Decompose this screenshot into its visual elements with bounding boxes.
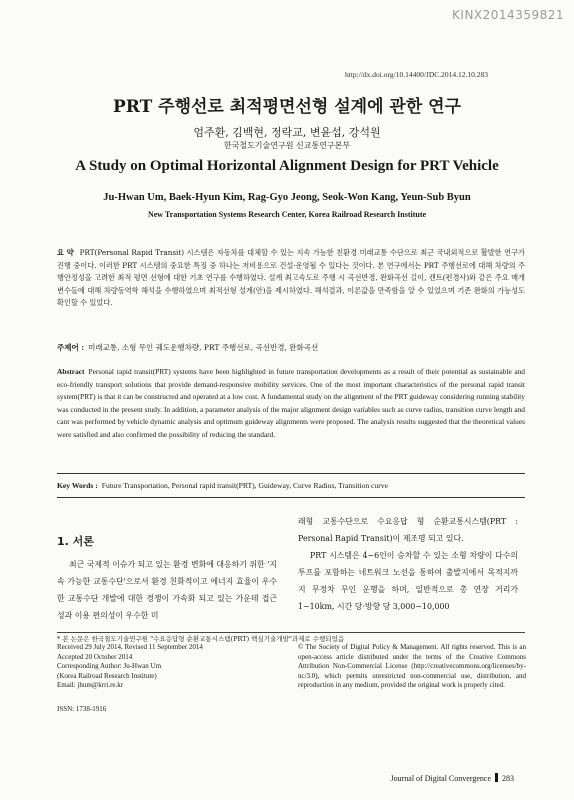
abstract-english (57, 366, 525, 442)
author-institute: (Korea Railroad Research Institute) (57, 671, 157, 680)
body-column-left (57, 556, 277, 624)
corresponding-author: Corresponding Author: Ju-Hwan Um (57, 662, 162, 671)
abstract-korean-text: PRT(Personal Rapid Transit) 시스템은 자동차를 대체할 수 있는 지속 가능한 친환경 미래교통 수단으로 최근 국내외적으로 활발한 연구가 진행 중이다. 이러한 PRT 시스템의 중요한 특징 중 하나는 저비용으로 건설·운영될 수 있다는 것이다. 본 연구에서는 PRT 주행선로에 대해 차량의 주행안정성을 고려한 최적 평면 선형에 대한 기초 연구를 수행하였다. 설계 최고속도로 주행 시 곡선반경, 완화곡선 길이, 캔트(편경사)와 같은 주요 매개변수들에 대해 차량동역학 해석을 수행하였으며 최적선형 설계(안)을 제시하였다. 해석결과, 이론값을 만족함을 알 수 있었으며 기존 완화의 가능성도 확인할 수 있었다. (57, 248, 525, 308)
watermark-id: KINX2014359821 (452, 8, 564, 22)
body-paragraph: 최근 국제적 이슈가 되고 있는 환경 변화에 대응하기 위한 '지속 가능한 교통수단'으로서 환경 친화적이고 에너지 효율이 우수한 교통수단 개발에 대한 경쟁이 가속화 되고 있는 가운데 접근성과 이용 편의성이 우수한 미 (57, 560, 277, 620)
keywords-korean-text: 미래교통, 소형 무인 궤도운행차량, PRT 주행선로, 곡선반경, 완화곡선 (88, 343, 319, 352)
journal-name: Journal of Digital Convergence (390, 774, 491, 783)
affiliation-korean: 한국철도기술연구원 신교통연구본부 (223, 141, 351, 150)
article-history (57, 643, 282, 691)
footnote-separator (57, 632, 525, 633)
keywords-bottom-rule (57, 497, 525, 498)
received-date: Received 29 July 2014, Revised 11 September 2014 (57, 643, 203, 651)
keywords-english-text: Future Transportation, Personal rapid transit(PRT), Guideway, Curve Radius, Transition curve (101, 481, 388, 490)
doi-link[interactable]: http://dx.doi.org/10.14400/JDC.2014.12.10.283 (345, 70, 488, 79)
funding-note: * 본 논문은 한국철도기술연구원 "수요응답형 순환교통시스템(PRT) 핵심기술개발"과제로 수행되었음 (57, 635, 345, 643)
keywords-english-label: Key Words : (57, 481, 98, 490)
body-column-right (298, 513, 518, 615)
keywords-korean (57, 342, 525, 353)
issn: ISSN: 1738-1916 (57, 705, 107, 713)
title-korean: PRT 주행선로 최적평면선형 설계에 관한 연구 (112, 97, 462, 117)
abstract-english-text: Personal rapid transit(PRT) systems have been highlighted in future transportation developments as a result of their potential as sustainable and eco-friendly transport solutions that provide demand-responsive mobility services. One of the most important characteristics of the personal rapid transit system(PRT) is that it can be constructed and operated at a low cost. A fundamental study on the alignment of the PRT guideway considering running stability was conducted in the present study. In addition, a parameter analysis of the major alignment design variables such as curve radius, transition curve length and cant was performed by vehicle dynamic analysis and optimum guideway alignments were proposed. The analysis results suggested that the theoretical values were satisfied and also confirmed the possibility of reducing the standard. (57, 367, 525, 439)
abstract-korean-label: 요 약 (57, 248, 74, 257)
affiliation-english: New Transportation Systems Research Center, Korea Railroad Research Institute (147, 210, 427, 219)
authors-english: Ju-Hwan Um, Baek-Hyun Kim, Rag-Gyo Jeong, Seok-Won Kang, Yeun-Sub Byun (103, 192, 471, 203)
abstract-korean (57, 247, 525, 310)
accepted-date: Accepted 20 October 2014 (57, 652, 133, 661)
keywords-top-rule (57, 473, 525, 474)
journal-footer (391, 773, 515, 783)
body-paragraph: 래형 교통수단으로 수요응답 형 순환교통시스템(PRT : Personal Rapid Transit)이 제조명 되고 있다. (298, 517, 518, 543)
title-english: A Study on Optimal Horizontal Alignment Design for PRT Vehicle (75, 158, 499, 174)
author-email[interactable]: Email: jhum@krri.re.kr (57, 681, 124, 690)
section-heading-intro: 1. 서론 (57, 535, 94, 548)
keywords-korean-label: 주제어 : (57, 343, 85, 352)
authors-korean: 엄주환, 김백현, 정락교, 변윤섭, 강석원 (193, 126, 381, 139)
license-text: © The Society of Digital Policy & Management. All rights reserved. This is an open-access article distributed under the terms of the Creative Commons Attribution Non-Commercial License (http://creativecommons.org/licenses/by-nc/3.0), which permits unrestricted non-commercial use, distribution, and reproduction in any medium, provided the original work is properly cited. (298, 643, 526, 690)
abstract-english-label: Abstract (57, 367, 85, 376)
body-paragraph: PRT 시스템은 4~6인이 승차할 수 있는 소형 차량이 다수의 투프를 포함하는 네트워크 노선을 통하여 출발지에서 목적지까지 무정차 무인 운행을 하며, 일반적으로 총 연장 거리가 1~10km, 시간 당·방향 당 3,000~10,000 (298, 551, 518, 611)
page-number: 283 (502, 774, 514, 783)
keywords-english (57, 481, 525, 490)
separator-bar (495, 773, 498, 782)
